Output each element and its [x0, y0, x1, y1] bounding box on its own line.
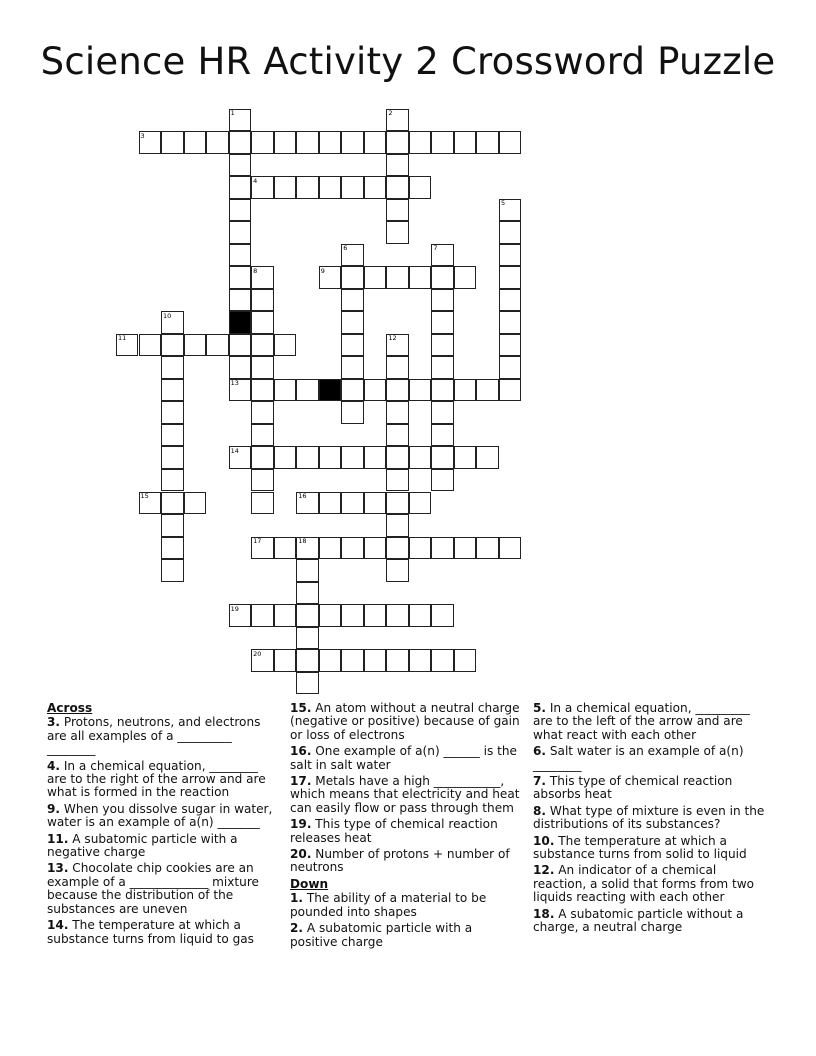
grid-cell[interactable]	[386, 131, 409, 154]
grid-cell[interactable]	[251, 131, 274, 154]
clue-number: 2	[388, 109, 393, 117]
grid-cell[interactable]	[409, 131, 432, 154]
grid-cell[interactable]	[206, 131, 229, 154]
grid-cell[interactable]	[341, 311, 364, 334]
clue	[290, 922, 522, 949]
clue-text: A subatomic particle with a negative charge	[47, 831, 238, 860]
grid-cell[interactable]	[386, 514, 409, 537]
grid-cell[interactable]	[476, 446, 499, 469]
grid-cell[interactable]	[341, 537, 364, 560]
grid-cell[interactable]	[296, 492, 319, 515]
clue-number: 3	[140, 131, 145, 140]
clue-text: The temperature at which a substance turns from solid to liquid	[533, 833, 747, 862]
clue-text: One example of a(n) ______ is the salt in salt water	[290, 744, 517, 772]
clue-number: 13	[230, 379, 239, 388]
clue-number: 1	[230, 109, 235, 117]
grid-cell[interactable]	[386, 424, 409, 447]
page-title: Science HR Activity 2 Crossword Puzzle	[40, 40, 776, 83]
clue	[290, 702, 522, 742]
grid-cell[interactable]	[229, 176, 252, 199]
grid-cell[interactable]	[386, 537, 409, 560]
grid-cell[interactable]	[431, 266, 454, 289]
grid-cell[interactable]	[431, 289, 454, 312]
grid-cell[interactable]	[229, 109, 252, 132]
clue-text: A subatomic particle without a charge, a neutral charge	[533, 906, 744, 935]
grid-cell[interactable]	[386, 221, 409, 244]
grid-cell[interactable]	[499, 199, 522, 222]
grid-cell[interactable]	[476, 131, 499, 154]
grid-cell[interactable]	[229, 266, 252, 289]
grid-cell[interactable]	[341, 334, 364, 357]
grid-cell[interactable]	[251, 176, 274, 199]
grid-cell[interactable]	[251, 356, 274, 379]
clue-number-label: 10.	[533, 833, 555, 848]
clue-number-label: 13.	[47, 861, 69, 876]
clue-number: 12	[388, 334, 397, 343]
clue	[290, 848, 522, 875]
grid-cell[interactable]	[431, 649, 454, 672]
clue-text: When you dissolve sugar in water, water is an example of a(n) _______	[47, 801, 273, 830]
clue-number-label: 16.	[290, 744, 312, 759]
clue-number-label: 7.	[533, 774, 547, 789]
grid-cell[interactable]	[364, 537, 387, 560]
grid-cell[interactable]	[296, 176, 319, 199]
grid-cell[interactable]	[341, 356, 364, 379]
grid-cell[interactable]	[161, 514, 184, 537]
grid-cell[interactable]	[161, 537, 184, 560]
grid-cell[interactable]	[251, 446, 274, 469]
grid-cell[interactable]	[251, 311, 274, 334]
grid-cell[interactable]	[319, 649, 342, 672]
grid-cell[interactable]	[341, 244, 364, 267]
clue-number-label: 6.	[533, 744, 547, 759]
clue-text: This type of chemical reaction releases heat	[290, 817, 498, 845]
grid-cell[interactable]	[296, 604, 319, 627]
clue	[47, 919, 275, 946]
grid-cell[interactable]	[431, 537, 454, 560]
grid-cell[interactable]	[229, 379, 252, 402]
grid-cell[interactable]	[319, 492, 342, 515]
grid-cell[interactable]	[229, 356, 252, 379]
grid-cell[interactable]	[499, 244, 522, 267]
grid-cell[interactable]	[296, 627, 319, 650]
clue-number-label: 9.	[47, 801, 61, 816]
grid-cell[interactable]	[476, 537, 499, 560]
grid-cell[interactable]	[454, 446, 477, 469]
clue-number: 10	[163, 311, 172, 320]
clue-text: Chocolate chip cookies are an example of a _____________ mixture because the distribution of the substances are uneven	[47, 861, 259, 916]
clue-number-label: 3.	[47, 715, 61, 730]
grid-cell[interactable]	[251, 492, 274, 515]
grid-cell[interactable]	[184, 492, 207, 515]
grid-cell[interactable]	[386, 199, 409, 222]
grid-cell[interactable]	[229, 199, 252, 222]
grid-cell[interactable]	[184, 131, 207, 154]
clues-column-2	[290, 702, 522, 952]
clue-number-label: 11.	[47, 831, 69, 846]
clue	[290, 745, 522, 772]
grid-cell[interactable]	[229, 244, 252, 267]
grid-cell[interactable]	[431, 131, 454, 154]
clue-number: 8	[253, 266, 258, 275]
black-cell	[319, 379, 342, 402]
grid-cell[interactable]	[386, 379, 409, 402]
grid-cell[interactable]	[409, 266, 432, 289]
grid-cell[interactable]	[274, 131, 297, 154]
clue-number: 19	[230, 604, 239, 613]
grid-cell[interactable]	[431, 401, 454, 424]
grid-cell[interactable]	[386, 154, 409, 177]
grid-cell[interactable]	[229, 604, 252, 627]
clue-number: 5	[500, 199, 506, 208]
grid-cell[interactable]	[364, 649, 387, 672]
grid-cell[interactable]	[341, 176, 364, 199]
grid-cell[interactable]	[364, 176, 387, 199]
grid-cell[interactable]	[161, 334, 184, 357]
grid-cell[interactable]	[274, 446, 297, 469]
clue	[47, 760, 275, 800]
clue-text: What type of mixture is even in the distributions of its substances?	[533, 803, 765, 832]
grid-cell[interactable]	[319, 604, 342, 627]
clue-text: This type of chemical reaction absorbs heat	[533, 774, 733, 802]
clue	[290, 775, 522, 815]
grid-cell[interactable]	[296, 672, 319, 695]
grid-cell[interactable]	[454, 131, 477, 154]
grid-cell[interactable]	[499, 289, 522, 312]
grid-cell[interactable]	[251, 424, 274, 447]
grid-cell[interactable]	[386, 559, 409, 582]
grid-cell[interactable]	[409, 604, 432, 627]
clue-text: In a chemical equation, ________ are to the right of the arrow and are what is formed in the reaction	[47, 758, 266, 800]
grid-cell[interactable]	[409, 446, 432, 469]
grid-cell[interactable]	[296, 446, 319, 469]
clue-number-label: 8.	[533, 803, 547, 818]
grid-cell[interactable]	[386, 446, 409, 469]
clue-number-label: 20.	[290, 847, 312, 862]
clue-text: Protons, neutrons, and electrons are all examples of a _________ ________	[47, 715, 261, 757]
grid-cell[interactable]	[386, 109, 409, 132]
clue-number: 6	[343, 244, 348, 253]
grid-cell[interactable]	[409, 492, 432, 515]
grid-cell[interactable]	[431, 379, 454, 402]
clue-number-label: 5.	[533, 701, 547, 715]
grid-cell[interactable]	[499, 266, 522, 289]
grid-cell[interactable]	[251, 401, 274, 424]
grid-cell[interactable]	[386, 649, 409, 672]
grid-cell[interactable]	[499, 334, 522, 357]
clue-text: Metals have a high ___________, which means that electricity and heat can easily flow or pass through them	[290, 774, 520, 815]
grid-cell[interactable]	[499, 131, 522, 154]
grid-cell[interactable]	[296, 537, 319, 560]
grid-cell[interactable]	[319, 131, 342, 154]
grid-cell[interactable]	[251, 537, 274, 560]
grid-cell[interactable]	[161, 379, 184, 402]
grid-cell[interactable]	[431, 311, 454, 334]
grid-cell[interactable]	[319, 266, 342, 289]
grid-cell[interactable]	[341, 604, 364, 627]
clue-number-label: 18.	[533, 906, 555, 921]
clue-number-label: 2.	[290, 921, 304, 936]
grid-cell[interactable]	[364, 492, 387, 515]
grid-cell[interactable]	[274, 176, 297, 199]
grid-cell[interactable]	[409, 379, 432, 402]
clue-text: Number of protons + number of neutrons	[290, 847, 510, 875]
grid-cell[interactable]	[296, 559, 319, 582]
clue-number: 14	[230, 446, 239, 455]
grid-cell[interactable]	[499, 379, 522, 402]
clue-number: 9	[320, 266, 325, 275]
grid-cell[interactable]	[476, 379, 499, 402]
grid-cell[interactable]	[409, 537, 432, 560]
clue	[47, 716, 275, 756]
grid-cell[interactable]	[161, 424, 184, 447]
grid-cell[interactable]	[431, 424, 454, 447]
grid-cell[interactable]	[386, 334, 409, 357]
grid-cell[interactable]	[431, 469, 454, 492]
clue-text: A subatomic particle with a positive charge	[290, 921, 473, 949]
grid-cell[interactable]	[341, 401, 364, 424]
clue-text: In a chemical equation, _________ are to the left of the arrow and are what react with each other	[533, 701, 750, 742]
grid-cell[interactable]	[139, 334, 162, 357]
clue-number-label: 14.	[47, 918, 69, 933]
clue	[533, 864, 769, 904]
clue-number: 18	[298, 537, 307, 546]
clue-number-label: 15.	[290, 701, 312, 715]
grid-cell[interactable]	[139, 492, 162, 515]
grid-cell[interactable]	[386, 401, 409, 424]
grid-cell[interactable]	[319, 446, 342, 469]
clue-number: 11	[117, 334, 127, 343]
grid-cell[interactable]	[229, 154, 252, 177]
clue-section-header: Across	[47, 701, 93, 715]
grid-cell[interactable]	[296, 131, 319, 154]
grid-cell[interactable]	[431, 334, 454, 357]
grid-cell[interactable]	[341, 131, 364, 154]
grid-cell[interactable]	[341, 446, 364, 469]
grid-cell[interactable]	[341, 289, 364, 312]
grid-cell[interactable]	[161, 131, 184, 154]
grid-cell[interactable]	[296, 582, 319, 605]
clue-text: Salt water is an example of a(n) ________	[533, 744, 744, 772]
clue-number: 7	[433, 244, 438, 253]
grid-cell[interactable]	[454, 537, 477, 560]
clue	[533, 835, 769, 862]
clue	[533, 908, 769, 935]
grid-cell[interactable]	[229, 446, 252, 469]
grid-cell[interactable]	[499, 356, 522, 379]
clue	[533, 775, 769, 802]
grid-cell[interactable]	[274, 334, 297, 357]
grid-cell[interactable]	[386, 266, 409, 289]
grid-cell[interactable]	[364, 446, 387, 469]
grid-cell[interactable]	[251, 379, 274, 402]
grid-cell[interactable]	[251, 604, 274, 627]
grid-cell[interactable]	[161, 559, 184, 582]
grid-cell[interactable]	[296, 379, 319, 402]
clue	[533, 702, 769, 742]
clue	[47, 862, 275, 916]
grid-cell[interactable]	[161, 446, 184, 469]
grid-cell[interactable]	[409, 176, 432, 199]
grid-cell[interactable]	[386, 356, 409, 379]
grid-cell[interactable]	[161, 469, 184, 492]
clue-number: 20	[253, 649, 262, 658]
clue	[533, 805, 769, 832]
grid-cell[interactable]	[139, 131, 162, 154]
grid-cell[interactable]	[341, 266, 364, 289]
grid-cell[interactable]	[274, 379, 297, 402]
grid-cell[interactable]	[229, 131, 252, 154]
clues-column-1	[47, 702, 275, 949]
grid-cell[interactable]	[319, 176, 342, 199]
grid-cell[interactable]	[251, 649, 274, 672]
grid-cell[interactable]	[341, 649, 364, 672]
grid-cell[interactable]	[274, 604, 297, 627]
clue	[290, 892, 522, 919]
grid-cell[interactable]	[409, 649, 432, 672]
grid-cell[interactable]	[454, 379, 477, 402]
grid-cell[interactable]	[364, 131, 387, 154]
grid-cell[interactable]	[454, 649, 477, 672]
clue-number: 15	[140, 492, 149, 500]
grid-cell[interactable]	[341, 379, 364, 402]
grid-cell[interactable]	[161, 356, 184, 379]
clue	[290, 818, 522, 845]
clue-section-header: Down	[290, 876, 329, 891]
grid-cell[interactable]	[184, 334, 207, 357]
black-cell	[229, 311, 252, 334]
grid-cell[interactable]	[274, 537, 297, 560]
grid-cell[interactable]	[251, 266, 274, 289]
clue-number: 4	[253, 176, 258, 185]
grid-cell[interactable]	[161, 492, 184, 515]
grid-cell[interactable]	[431, 244, 454, 267]
grid-cell[interactable]	[161, 401, 184, 424]
grid-cell[interactable]	[364, 604, 387, 627]
grid-cell[interactable]	[274, 649, 297, 672]
grid-cell[interactable]	[454, 266, 477, 289]
grid-cell[interactable]	[296, 649, 319, 672]
grid-cell[interactable]	[431, 446, 454, 469]
grid-cell[interactable]	[364, 266, 387, 289]
grid-cell[interactable]	[386, 469, 409, 492]
grid-cell[interactable]	[251, 289, 274, 312]
clue-number-label: 1.	[290, 891, 304, 906]
grid-cell[interactable]	[364, 379, 387, 402]
grid-cell[interactable]	[386, 176, 409, 199]
clue-number: 17	[253, 537, 262, 546]
grid-cell[interactable]	[499, 537, 522, 560]
clue-number: 16	[298, 492, 307, 500]
grid-cell[interactable]	[386, 492, 409, 515]
grid-cell[interactable]	[251, 469, 274, 492]
grid-cell[interactable]	[319, 537, 342, 560]
clue-number-label: 17.	[290, 774, 312, 789]
clue-number-label: 12.	[533, 863, 555, 878]
grid-cell[interactable]	[431, 604, 454, 627]
clue-text: An indicator of a chemical reaction, a solid that forms from two liquids reacting with each other	[533, 863, 755, 905]
clue-number-label: 19.	[290, 817, 312, 832]
clue	[47, 833, 275, 860]
clues-column-3	[533, 702, 769, 938]
grid-cell[interactable]	[386, 604, 409, 627]
clue	[533, 745, 769, 772]
clue	[47, 803, 275, 830]
grid-cell[interactable]	[206, 334, 229, 357]
grid-cell[interactable]	[229, 221, 252, 244]
grid-cell[interactable]	[161, 311, 184, 334]
clue-text: The temperature at which a substance turns from liquid to gas	[47, 918, 254, 946]
grid-cell[interactable]	[229, 289, 252, 312]
clue-text: An atom without a neutral charge (negative or positive) because of gain or loss of electrons	[290, 701, 520, 742]
grid-cell[interactable]	[431, 356, 454, 379]
clue-number-label: 4.	[47, 758, 61, 773]
grid-cell[interactable]	[229, 334, 252, 357]
grid-cell[interactable]	[116, 334, 139, 357]
grid-cell[interactable]	[499, 311, 522, 334]
grid-cell[interactable]	[341, 492, 364, 515]
clue-text: The ability of a material to be pounded into shapes	[290, 891, 487, 919]
grid-cell[interactable]	[499, 221, 522, 244]
grid-cell[interactable]	[251, 334, 274, 357]
